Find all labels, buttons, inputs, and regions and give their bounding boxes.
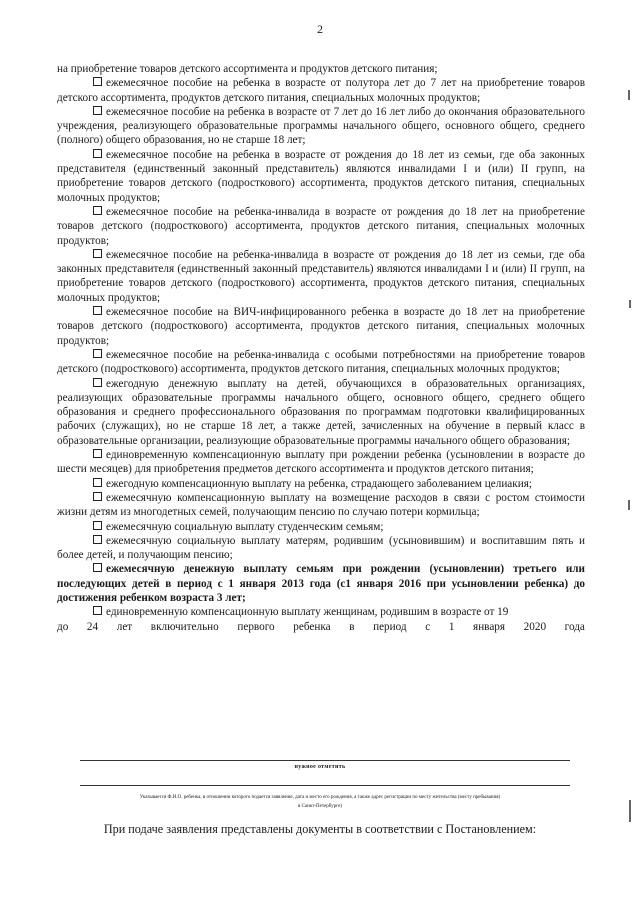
benefit-item-text: ежемесячное пособие на ребенка-инвалида с особыми потребностями на приобретение товаров детского (подросткового) ассортимента, продуктов детского питания, специальных молочных продуктов; — [57, 348, 585, 376]
benefit-item — [57, 148, 585, 205]
last-line-word: с — [425, 620, 431, 633]
benefit-item — [57, 448, 585, 477]
document-body — [57, 62, 585, 634]
checkbox-icon[interactable] — [93, 306, 102, 315]
checkbox-icon[interactable] — [93, 478, 102, 487]
benefit-item — [57, 520, 585, 534]
submit-documents-line: При подаче заявления представлены документы в соответствии с Постановлением: — [103, 822, 537, 836]
benefit-item — [57, 348, 585, 377]
last-line-word: период — [373, 620, 407, 633]
benefit-item — [57, 477, 585, 491]
checkbox-icon[interactable] — [93, 521, 102, 530]
benefit-item — [57, 205, 585, 248]
checkbox-icon[interactable] — [93, 563, 102, 572]
scan-artifact — [629, 300, 631, 308]
footnote — [60, 793, 580, 811]
mention-label: нужное отметить — [294, 764, 346, 770]
checkbox-icon[interactable] — [93, 449, 102, 458]
checkbox-icon[interactable] — [93, 492, 102, 501]
benefit-item-text: ежемесячную компенсационную выплату на возмещение расходов в связи с ростом стоимости жизни детям из многодетных семей, получающим пенсию по случаю потери кормильца; — [57, 491, 585, 519]
last-line-word: первого — [237, 620, 275, 633]
last-line-word: до — [57, 620, 69, 633]
footnote-line: в Санкт-Петербурге) — [297, 804, 342, 809]
benefit-item — [57, 305, 585, 348]
last-line-word: года — [564, 620, 585, 633]
checkbox-icon[interactable] — [93, 535, 102, 544]
page-number: 2 — [317, 22, 323, 36]
benefit-item — [57, 562, 585, 605]
benefit-item-last-line — [57, 620, 585, 634]
scan-artifact — [629, 800, 631, 822]
benefit-item — [57, 105, 585, 148]
benefit-item-text: единовременную компенсационную выплату женщинам, родившим в возрасте от 19 — [106, 606, 509, 619]
benefit-item-text: ежемесячную денежную выплату семьям при рождении (усыновлении) третьего или последующих детей в период с 1 января 2013 года (с1 января 2016 при усыновлении ребенка) до достижения ребенком возраста 3 лет; — [57, 563, 585, 604]
benefit-item — [57, 76, 585, 105]
last-line-word: лет — [116, 620, 133, 633]
divider-line — [80, 760, 570, 761]
benefit-item-last — [57, 605, 585, 619]
last-line-word: включительно — [150, 620, 219, 633]
benefit-item-text: ежегодную денежную выплату на детей, обучающихся в образовательных организациях, реализующих образовательные программы начального общего, основного общего, среднего общего образования и среднего профессионального образования по программам подготовки квалифицированных рабочих (служащих), но не старше 18 лет, а также детей, зачисленных на обучение в первый класс в образовательные организации, реализующие образовательные программы начального общего образования; — [57, 377, 585, 447]
checkbox-icon[interactable] — [93, 606, 102, 615]
checkbox-icon[interactable] — [93, 149, 102, 158]
benefit-item-text: ежемесячную социальную выплату матерям, родившим (усыновившим) и воспитавшим пять и более детей, и получающим пенсию; — [57, 534, 585, 562]
checkbox-icon[interactable] — [93, 206, 102, 215]
last-line-word: 2020 — [523, 620, 547, 633]
checkbox-icon[interactable] — [93, 106, 102, 115]
scan-artifact — [628, 500, 630, 510]
benefit-item-text: ежемесячное пособие на ребенка в возрасте от полутора лет до 7 лет на приобретение товаров детского ассортимента, продуктов детского питания, специальных молочных продуктов; — [57, 77, 585, 104]
footnote-line: Указывается Ф.И.О. ребенка, в отношении которого подается заявление, дата и место его рождения, а также адрес регистрации по месту жительства (месту пребывания) — [139, 795, 501, 800]
benefit-item-text: ежемесячное пособие на ребенка-инвалида в возрасте от рождения до 18 лет на приобретение товаров детского (подросткового) ассортимента, продуктов детского питания, специальных молочных продуктов; — [57, 205, 585, 247]
benefit-item-text: ежемесячное пособие на ВИЧ-инфицированного ребенка в возрасте до 18 лет на приобретение товаров детского (подросткового) ассортимента, продуктов детского питания, специальных молочных продуктов; — [57, 306, 585, 347]
last-line-word: января — [473, 620, 506, 633]
checkbox-icon[interactable] — [93, 378, 102, 387]
benefit-list — [57, 76, 585, 605]
last-line-word: 24 — [86, 620, 99, 633]
intro-line: на приобретение товаров детского ассортимента и продуктов детского питания; — [57, 63, 438, 75]
benefit-item-text: ежегодную компенсационную выплату на ребенка, страдающего заболеванием целиакия; — [106, 477, 532, 490]
last-line-word: ребенка — [293, 620, 331, 633]
benefit-item — [57, 377, 585, 448]
benefit-item — [57, 491, 585, 520]
benefit-item — [57, 248, 585, 305]
checkbox-icon[interactable] — [93, 77, 102, 86]
benefit-item — [57, 534, 585, 563]
last-line-word: в — [349, 620, 355, 633]
benefit-item-text: единовременную компенсационную выплату при рождении ребенка (усыновлении в возрасте до шести месяцев) для приобретения предметов детского ассортимента и продуктов детского питания; — [57, 449, 585, 476]
divider-line — [80, 785, 570, 786]
checkbox-icon[interactable] — [93, 349, 102, 358]
benefit-item-text: ежемесячное пособие на ребенка в возрасте от рождения до 18 лет из семьи, где оба законных представителя (единственный законный представитель) являются инвалидами I и (или) II групп, на приобретение товаров детского (подросткового) ассортимента, продуктов детского питания, специальных молочных продуктов; — [57, 148, 585, 204]
benefit-item-text: ежемесячную социальную выплату студенческим семьям; — [106, 520, 384, 533]
scan-artifact — [628, 90, 630, 100]
last-line-word: 1 — [448, 620, 455, 633]
checkbox-icon[interactable] — [93, 249, 102, 258]
benefit-item-text: ежемесячное пособие на ребенка в возрасте от 7 лет до 16 лет либо до окончания образовательного учреждения, реализующего образовательные программы начального общего, основного общего, среднего (полного) общего образования, но не старше 18 лет; — [57, 105, 585, 147]
benefit-item-text: ежемесячное пособие на ребенка-инвалида в возрасте от рождения до 18 лет из семьи, где оба законных представителя (единственный законный представитель) являются инвалидами I и (или) II групп, на приобретение товаров детского (подросткового) ассортимента, продуктов детского питания, специальных молочных продуктов; — [57, 248, 585, 304]
